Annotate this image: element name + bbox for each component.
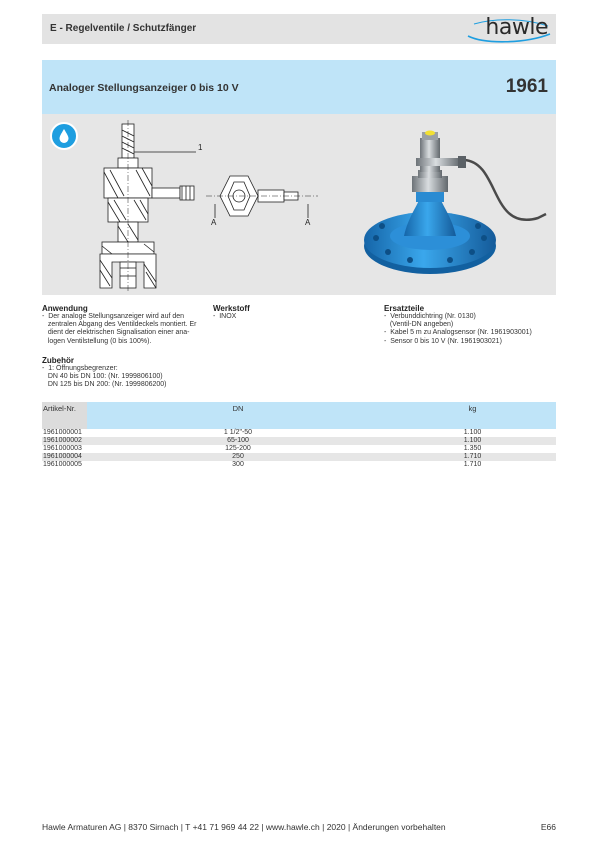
anwendung-text: - Der analoge Stellungsanzeiger wird auf den zentralen Abgang des Ventildeckels montiert. Er dient der elektrischen Signalisation einer ana- logen Ventilstellung (0 bis 100%). [42, 313, 197, 345]
table-row [42, 445, 556, 453]
product-title: Analoger Stellungsanzeiger 0 bis 10 V [49, 82, 239, 94]
table-header-kg [389, 402, 556, 429]
zubehoer-heading: Zubehör [42, 356, 74, 365]
header-dn-label: DN [232, 404, 244, 413]
header-artikel-label: Artikel-Nr. [43, 404, 76, 413]
row-artikel: 1961000002 [43, 437, 82, 444]
row-dn: 1 1/2"-50 [223, 429, 253, 436]
logo-text: hawle [485, 15, 548, 40]
werkstoff-text: - INOX [213, 313, 237, 320]
table-header-dn [87, 402, 389, 429]
werkstoff-heading: Werkstoff [213, 304, 250, 313]
section-title: E - Regelventile / Schutzfänger [50, 23, 197, 34]
ersatzteile-text: - Verbunddichtring (Nr. 0130) (Ventil-DN angeben) - Kabel 5 m zu Analogsensor (Nr. 1961903001) - Sensor 0 bis 10 V (Nr. 1961903021) [384, 313, 532, 345]
row-kg: 1.350 [463, 445, 482, 452]
section-header [42, 14, 556, 44]
row-kg: 1.710 [463, 453, 482, 460]
row-kg: 1.100 [463, 437, 482, 444]
row-dn: 65-100 [227, 437, 249, 444]
zubehoer-text: - 1: Öffnungsbegrenzer: DN 40 bis DN 100: (Nr. 1999806100) DN 125 bis DN 200: (Nr. 1999806200) [42, 365, 167, 389]
table-header-artikel [42, 402, 87, 429]
ersatzteile-heading: Ersatzteile [384, 304, 425, 313]
product-photo [360, 122, 556, 292]
row-kg: 1.100 [463, 429, 482, 436]
table-row [42, 461, 556, 469]
drawing-label-1: 1 [198, 143, 203, 152]
row-dn: 125-200 [225, 445, 251, 452]
row-artikel: 1961000005 [43, 461, 82, 468]
section-marker-right: A [305, 218, 311, 227]
page-number: E66 [540, 822, 556, 832]
table-row [42, 453, 556, 461]
row-kg: 1.710 [463, 461, 482, 468]
row-dn: 250 [232, 453, 244, 460]
anwendung-heading: Anwendung [42, 304, 88, 313]
row-artikel: 1961000003 [43, 445, 82, 452]
product-number: 1961 [505, 76, 548, 97]
product-image-panel [42, 114, 556, 295]
product-banner [42, 60, 556, 114]
top-view-drawing [206, 168, 318, 228]
row-artikel: 1961000001 [43, 429, 82, 436]
header-kg-label: kg [468, 404, 477, 413]
footer-text: Hawle Armaturen AG | 8370 Sirnach | T +41 71 969 44 22 | www.hawle.ch | 2020 | Änderungen vorbehalten [42, 822, 446, 832]
table-row [42, 429, 556, 437]
row-dn: 300 [232, 461, 244, 468]
table-row [42, 437, 556, 445]
section-marker-left: A [211, 218, 217, 227]
water-drop-icon [50, 122, 78, 150]
row-artikel: 1961000004 [43, 453, 82, 460]
